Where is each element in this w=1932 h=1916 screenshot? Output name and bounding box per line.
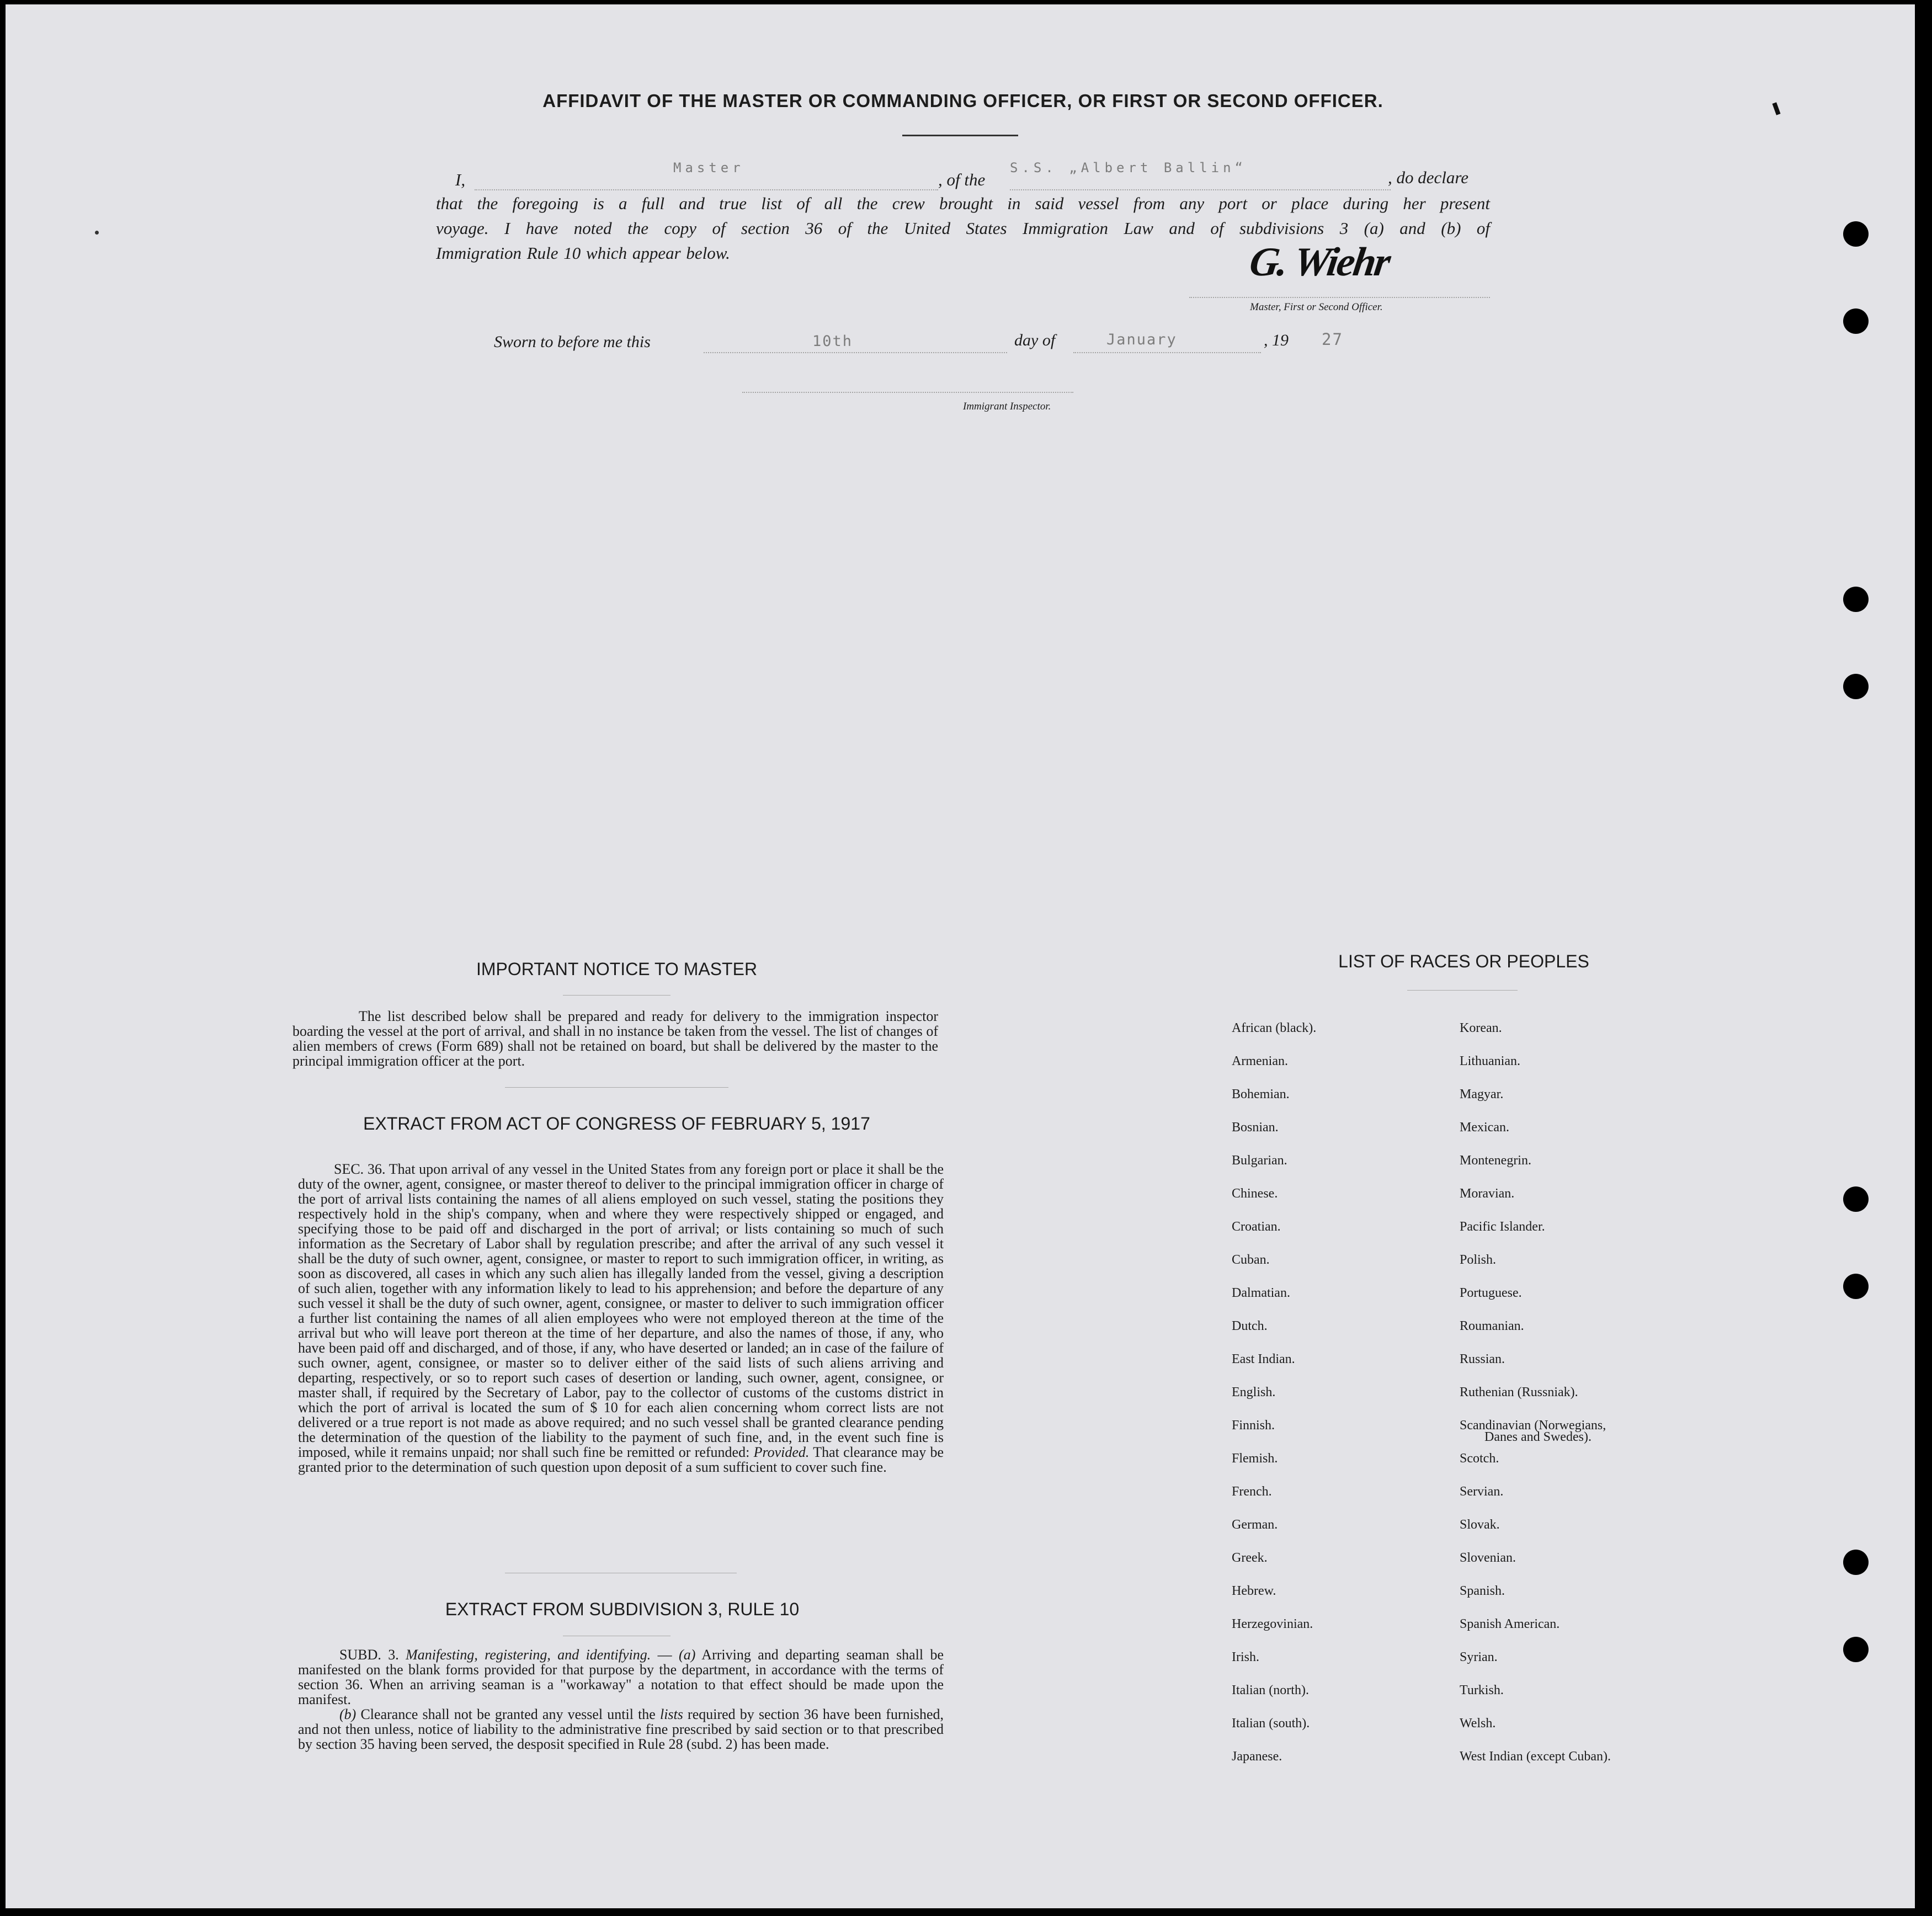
race-item: Herzegovinian. xyxy=(1232,1617,1313,1631)
subd-b-text-2: required by section 36 have been furnished, and not then unless, notice of liability to the administrative fine prescribed by said section or to that prescribed by section 35 having been served, the desposit specified in Rule 28 (subd. 2) has been made. xyxy=(298,1706,944,1752)
sworn-month-line xyxy=(1073,352,1261,353)
race-item: Moravian. xyxy=(1460,1186,1515,1201)
race-item: Scandinavian (Norwegians, xyxy=(1460,1418,1606,1433)
race-item: Bohemian. xyxy=(1232,1087,1290,1101)
race-item: Bosnian. xyxy=(1232,1120,1279,1135)
subd-b-lists: lists xyxy=(659,1706,683,1722)
subd-a-label: (a) xyxy=(679,1647,696,1663)
act-proviso: Provided. xyxy=(753,1444,810,1460)
master-signature: G. Wiehr xyxy=(1247,240,1392,285)
race-item: Flemish. xyxy=(1232,1451,1278,1466)
race-item: Mexican. xyxy=(1460,1120,1509,1135)
race-item: Pacific Islander. xyxy=(1460,1220,1545,1234)
subd-heading: Manifesting, registering, and identifying. xyxy=(406,1647,651,1663)
rule-text-b xyxy=(298,1707,944,1752)
punch-hole xyxy=(1843,1637,1869,1662)
punch-hole xyxy=(1843,674,1869,699)
race-item: Dalmatian. xyxy=(1232,1286,1290,1300)
officer-name-field[interactable]: Master xyxy=(673,160,744,175)
sworn-day-field[interactable]: 10th xyxy=(812,333,853,350)
punch-hole xyxy=(1843,308,1869,334)
punch-hole xyxy=(1843,1274,1869,1299)
race-item: Spanish. xyxy=(1460,1584,1505,1598)
of-the-label: , of the xyxy=(938,170,986,189)
do-declare-label: , do declare xyxy=(1388,168,1469,187)
race-item: Finnish. xyxy=(1232,1418,1275,1433)
signature-caption: Master, First or Second Officer. xyxy=(1250,301,1383,313)
margin-dot xyxy=(95,231,99,235)
race-item: Lithuanian. xyxy=(1460,1054,1520,1068)
affidavit-body-line: that the foregoing is a full and true list of all the crew brought in said vessel from any port or place during her present xyxy=(436,194,1490,213)
signature-line xyxy=(1189,297,1490,298)
race-item: Slovenian. xyxy=(1460,1551,1516,1565)
act-title: EXTRACT FROM ACT OF CONGRESS OF FEBRUARY 5, 1917 xyxy=(363,1114,870,1133)
inspector-caption: Immigrant Inspector. xyxy=(963,401,1051,412)
notice-title: IMPORTANT NOTICE TO MASTER xyxy=(476,959,758,979)
race-item: Chinese. xyxy=(1232,1186,1278,1201)
race-item-continuation: Danes and Swedes). xyxy=(1484,1430,1592,1444)
affidavit-title: AFFIDAVIT OF THE MASTER OR COMMANDING OFFICER, OR FIRST OR SECOND OFFICER. xyxy=(542,91,1383,111)
race-item: Dutch. xyxy=(1232,1319,1268,1333)
race-item: Italian (north). xyxy=(1232,1683,1309,1697)
race-item: African (black). xyxy=(1232,1021,1317,1035)
title-underline xyxy=(902,135,1018,136)
race-item: Italian (south). xyxy=(1232,1716,1310,1731)
race-item: Welsh. xyxy=(1460,1716,1496,1731)
subd-a-text: Arriving and departing seaman shall be manifested on the blank forms provided for that purpose by the department, in accordance with the terms of section 36. When an arriving seaman is a "workaway" a notation to that effect should be made upon the manifest. xyxy=(298,1647,944,1707)
subd-b-label: (b) xyxy=(339,1706,356,1722)
affidavit-body-line: Immigration Rule 10 which appear below. xyxy=(436,243,730,263)
act-text xyxy=(298,1162,944,1475)
punch-hole xyxy=(1843,1550,1869,1575)
race-item: Hebrew. xyxy=(1232,1584,1276,1598)
race-item: Montenegrin. xyxy=(1460,1153,1531,1168)
race-item: German. xyxy=(1232,1518,1278,1532)
race-item: Roumanian. xyxy=(1460,1319,1524,1333)
punch-hole xyxy=(1843,221,1869,247)
race-item: Scotch. xyxy=(1460,1451,1499,1466)
race-item: Armenian. xyxy=(1232,1054,1288,1068)
race-item: West Indian (except Cuban). xyxy=(1460,1749,1611,1764)
vessel-name-line xyxy=(1010,189,1391,190)
race-item: Servian. xyxy=(1460,1484,1504,1499)
rule-title: EXTRACT FROM SUBDIVISION 3, RULE 10 xyxy=(445,1599,800,1619)
races-title: LIST OF RACES OR PEOPLES xyxy=(1338,951,1589,971)
punch-hole xyxy=(1843,1186,1869,1212)
race-item: Magyar. xyxy=(1460,1087,1504,1101)
race-item: Bulgarian. xyxy=(1232,1153,1287,1168)
race-item: French. xyxy=(1232,1484,1272,1499)
race-item: East Indian. xyxy=(1232,1352,1295,1366)
officer-name-line xyxy=(475,189,938,190)
document-page xyxy=(6,4,1915,1908)
notice-text: The list described below shall be prepared and ready for delivery to the immigration inspector boarding the vessel at the port of arrival, and shall in no instance be taken from the vessel. The list of changes of alien members of crews (Form 689) shall not be retained on board, but shall be delivered by the master to the principal immigration officer at the port. xyxy=(292,1008,938,1069)
subd-b-text-1: Clearance shall not be granted any vessel until the xyxy=(360,1706,656,1722)
rule-text-a: SUBD. 3. Manifesting, registering, and identifying. — (a) Arriving and departing seaman shall be manifested on the blank forms provided for that purpose by the department, in accordance with the terms of section 36. When an arriving seaman is a "workaway" a notation to that effect should be made upon the manifest. xyxy=(298,1647,944,1707)
i-label: I, xyxy=(455,170,466,189)
act-text-end: That clearance may be granted prior to the determination of such question upon deposit of a sum sufficient to cover such fine. xyxy=(298,1444,944,1475)
vessel-name-field[interactable]: S.S. „Albert Ballin“ xyxy=(1010,160,1247,175)
year-prefix: , 19 xyxy=(1264,331,1289,349)
race-item: Polish. xyxy=(1460,1253,1497,1267)
sworn-label: Sworn to before me this xyxy=(494,333,651,351)
race-item: Japanese. xyxy=(1232,1749,1282,1764)
race-item: Korean. xyxy=(1460,1021,1502,1035)
race-item: Ruthenian (Russniak). xyxy=(1460,1385,1578,1399)
subd-label: SUBD. 3. xyxy=(339,1647,399,1663)
notice-separator xyxy=(505,1087,728,1088)
race-item: Portuguese. xyxy=(1460,1286,1522,1300)
sworn-month-field[interactable]: January xyxy=(1106,331,1177,348)
day-of-label: day of xyxy=(1014,331,1056,349)
race-item: Turkish. xyxy=(1460,1683,1504,1697)
race-item: Russian. xyxy=(1460,1352,1505,1366)
inspector-signature-line xyxy=(742,392,1073,393)
act-text-body: SEC. 36. That upon arrival of any vessel in the United States from any foreign port or place it shall be the duty of the owner, agent, consignee, or master thereof to deliver to the principal immigration officer in charge of the port of arrival lists containing the names of all aliens employed on such vessel, stating the positions they respectively hold in the ship's company, when and where they were respectively shipped or engaged, and specifying those to be paid off and discharged in the port of arrival; or lists containing so much of such information as the Secretary of Labor shall by regulation prescribe; and after the arrival of any such vessel it shall be the duty of such owner, agent, consignee, or master to report to such immigration officer, in writing, as soon as discovered, all cases in which any such alien has illegally landed from the vessel, giving a description of such alien, together with any information likely to lead to his apprehension; and before the departure of any such vessel it shall be the duty of such owner, agent, consignee, or master to deliver to such immigration officer a further list containing the names of all alien employees who were not employed thereon at the time of the arrival but who will leave port thereon at the time of her departure, and also the names of those, if any, who have been paid off and discharged, and of those, if any, who have deserted or landed; an in case of the failure of such owner, agent, consignee, or master so to deliver either of the said lists of such aliens arriving and departing, respectively, or so to report such cases of desertion or landing, such owner, agent, consignee, or master shall, if required by the Secretary of Labor, pay to the collector of customs of the customs district in which the port of arrival is located the sum of $ 10 for each alien concerning whom correct lists are not delivered or a true report is not made as above required; and no such vessel shall be granted clearance pending the determination of the question of the liability to the payment of such fine, and, in the event such fine is imposed, while it remains unpaid; nor shall such fine be remitted or refunded: xyxy=(298,1161,944,1460)
sworn-day-line xyxy=(704,352,1007,353)
race-item: Syrian. xyxy=(1460,1650,1498,1664)
year-field[interactable]: 27 xyxy=(1322,330,1343,349)
race-item: Croatian. xyxy=(1232,1220,1281,1234)
race-item: English. xyxy=(1232,1385,1276,1399)
race-item: Slovak. xyxy=(1460,1518,1500,1532)
race-item: Greek. xyxy=(1232,1551,1268,1565)
race-item: Irish. xyxy=(1232,1650,1259,1664)
race-item: Spanish American. xyxy=(1460,1617,1560,1631)
race-item: Cuban. xyxy=(1232,1253,1270,1267)
notice-title-rule xyxy=(563,995,670,996)
affidavit-body-line: voyage. I have noted the copy of section 36 of the United States Immigration Law and of subdivisions 3 (a) and (b) of xyxy=(436,219,1490,238)
races-title-rule xyxy=(1407,990,1518,991)
punch-hole xyxy=(1843,587,1869,612)
